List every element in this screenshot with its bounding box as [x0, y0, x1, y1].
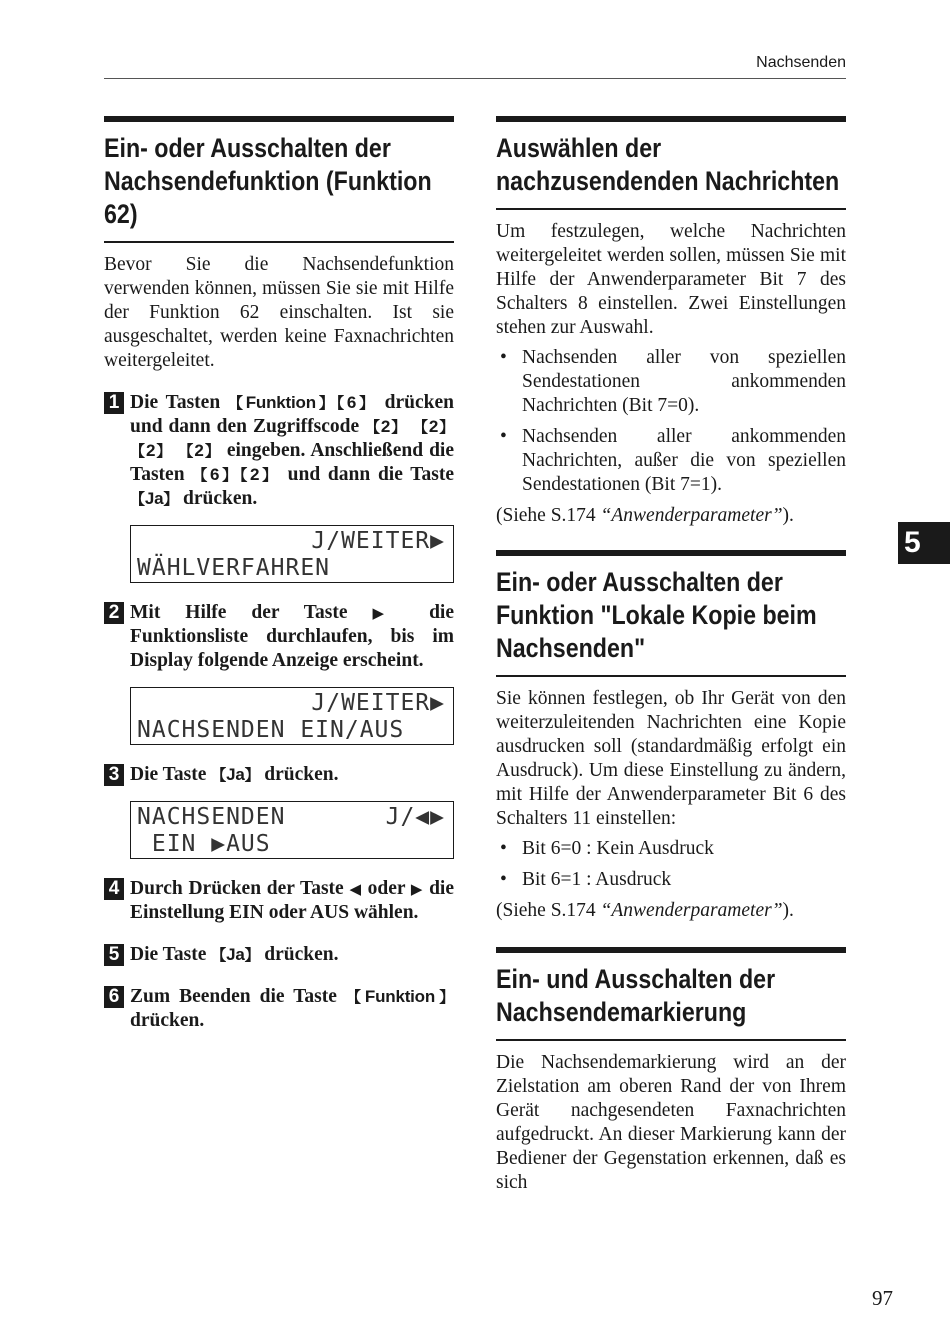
step-6 [104, 985, 454, 1033]
ref-text: (Siehe S.174 [496, 505, 601, 526]
key-2: 【 2 】 [365, 417, 407, 436]
step-number: 2 [104, 602, 124, 624]
step-number: 3 [104, 764, 124, 786]
key-ja: 【 Ja 】 [130, 489, 178, 508]
section-heading-block [104, 116, 454, 243]
lcd-display-3 [130, 801, 454, 859]
lcd-line-1-left: NACHSENDEN [137, 804, 286, 830]
cross-reference [496, 504, 846, 528]
right-arrow-icon: ▶ [372, 604, 405, 622]
page-number: 97 [872, 1286, 893, 1310]
left-column [104, 116, 454, 1033]
step-text: und dann die Taste [287, 464, 454, 485]
step-number: 4 [104, 878, 124, 900]
section-heading: Ein- oder Ausschalten der Funktion "Lokale Kopie beim Nachsenden" [496, 567, 817, 663]
list-item: • Bit 6=1 : Ausdruck [496, 868, 846, 892]
key-2: 【 2 】 [413, 417, 454, 436]
right-arrow-icon: ▶ [410, 880, 424, 898]
cross-reference [496, 899, 846, 923]
section-paragraph: Die Nachsendemarkierung wird an der Zielstation am oberen Rand der von Ihrem Gerät nachgesendeten Faxnachrichten aufgedruckt. An dieser Markierung kann der Bediener der Gegenstation erkennen, daß es sich [496, 1052, 846, 1193]
step-text: die Funktionsliste durchlaufen, bis im Display folgende Anzeige erscheint. [130, 602, 454, 671]
step-text: oder [367, 878, 406, 899]
lcd-line-1: J/WEITER▶ [311, 528, 445, 554]
ref-text: ). [782, 900, 794, 921]
step-3 [104, 763, 454, 787]
step-text: eingeben. Anschließend die Tasten [130, 440, 454, 485]
step-text: Durch Drücken der Taste [130, 878, 344, 899]
ref-text: (Siehe S.174 [496, 900, 601, 921]
step-text: drücken. [130, 1010, 205, 1031]
section-heading-block [496, 550, 846, 677]
ref-text: ). [782, 505, 794, 526]
step-text: die Einstellung EIN oder AUS wählen. [130, 878, 454, 923]
list-item: • Bit 6=0 : Kein Ausdruck [496, 837, 846, 861]
list-item: • Nachsenden aller von speziellen Sendestationen ankommenden Nachrichten (Bit 7=0). [496, 346, 846, 418]
ref-link[interactable]: “Anwenderparameter” [600, 900, 783, 921]
step-1 [104, 391, 454, 511]
lcd-line-1: J/WEITER▶ [311, 690, 445, 716]
chapter-tab: 5 [898, 522, 950, 564]
lcd-line-2: NACHSENDEN EIN/AUS [137, 717, 405, 743]
step-text: drücken. [264, 944, 339, 965]
step-4 [104, 877, 454, 925]
step-text: drücken. [264, 764, 339, 785]
section-heading: Auswählen der nachzusendenden Nachrichten [496, 133, 840, 196]
heading-rule [496, 675, 846, 677]
section-heading: Ein- oder Ausschalten der Nachsendefunktion (Funktion 62) [104, 133, 432, 229]
step-text: Mit Hilfe der Taste [130, 602, 348, 623]
key-funktion: 【 Funktion 】 [228, 393, 337, 412]
list-item: • Nachsenden aller ankommenden Nachrichten, außer die von speziellen Sendestationen (Bit 7=1). [496, 425, 846, 497]
step-number: 6 [104, 986, 124, 1008]
heading-rule [496, 208, 846, 210]
lcd-display-1 [130, 525, 454, 583]
step-text: Zum Beenden die Taste [130, 986, 337, 1007]
key-2: 【 2 】 [178, 441, 220, 460]
step-number: 5 [104, 944, 124, 966]
lcd-line-2: EIN ▶AUS [137, 831, 271, 857]
left-arrow-icon: ◀ [349, 880, 362, 898]
key-ja: 【 Ja 】 [211, 765, 259, 784]
step-text: drücken und dann den Zugriffscode [130, 392, 454, 437]
intro-paragraph: Bevor Sie die Nachsendefunktion verwenden können, müssen Sie sie mit Hilfe der Funktion 62 einschalten. Ist sie ausgeschaltet, werden keine Faxnachrichten weitergeleitet. [104, 254, 454, 371]
section-heading-block [496, 947, 846, 1041]
bullet-list [496, 346, 846, 497]
step-text: Die Taste [130, 944, 207, 965]
heading-rule [104, 241, 454, 243]
lcd-line-2: WÄHLVERFAHREN [137, 555, 331, 581]
key-ja: 【 Ja 】 [211, 945, 259, 964]
ref-link[interactable]: “Anwenderparameter” [600, 505, 783, 526]
step-text: Die Taste [130, 764, 207, 785]
step-5 [104, 943, 454, 967]
step-2 [104, 601, 454, 673]
key-2: 【 2 】 [130, 441, 172, 460]
key-6: 【 6 】 [337, 393, 377, 412]
section-heading-block [496, 116, 846, 210]
right-column [496, 116, 846, 1195]
step-text: Die Tasten [130, 392, 221, 413]
heading-rule [496, 1039, 846, 1041]
bullet-list [496, 837, 846, 892]
key-2: 【 2 】 [240, 465, 280, 484]
step-number: 1 [104, 392, 124, 414]
lcd-line-1-right: J/◀▶ [385, 804, 445, 830]
lcd-line-1 [137, 804, 445, 831]
running-head: Nachsenden [104, 54, 846, 79]
section-heading: Ein- und Ausschalten der Nachsendemarkierung [496, 964, 776, 1027]
step-text: drücken. [183, 488, 258, 509]
lcd-display-2 [130, 687, 454, 745]
key-funktion: 【 Funktion 】 [346, 987, 454, 1006]
section-paragraph: Sie können festlegen, ob Ihr Gerät von den weiterzuleitenden Nachrichten eine Kopie ausdrucken soll (standardmäßig erfolgt ein Ausdruck). Um diese Einstellung zu ändern, mit Hilfe der Anwenderparameter Bit 6 des Schalters 11 einstellen: [496, 688, 846, 829]
section-paragraph: Um festzulegen, welche Nachrichten weitergeleitet werden sollen, müssen Sie mit Hilfe der Anwenderparameter Bit 7 des Schalters 8 einstellen. Zwei Einstellungen stehen zur Auswahl. [496, 221, 846, 338]
key-6: 【 6 】 [192, 465, 240, 484]
